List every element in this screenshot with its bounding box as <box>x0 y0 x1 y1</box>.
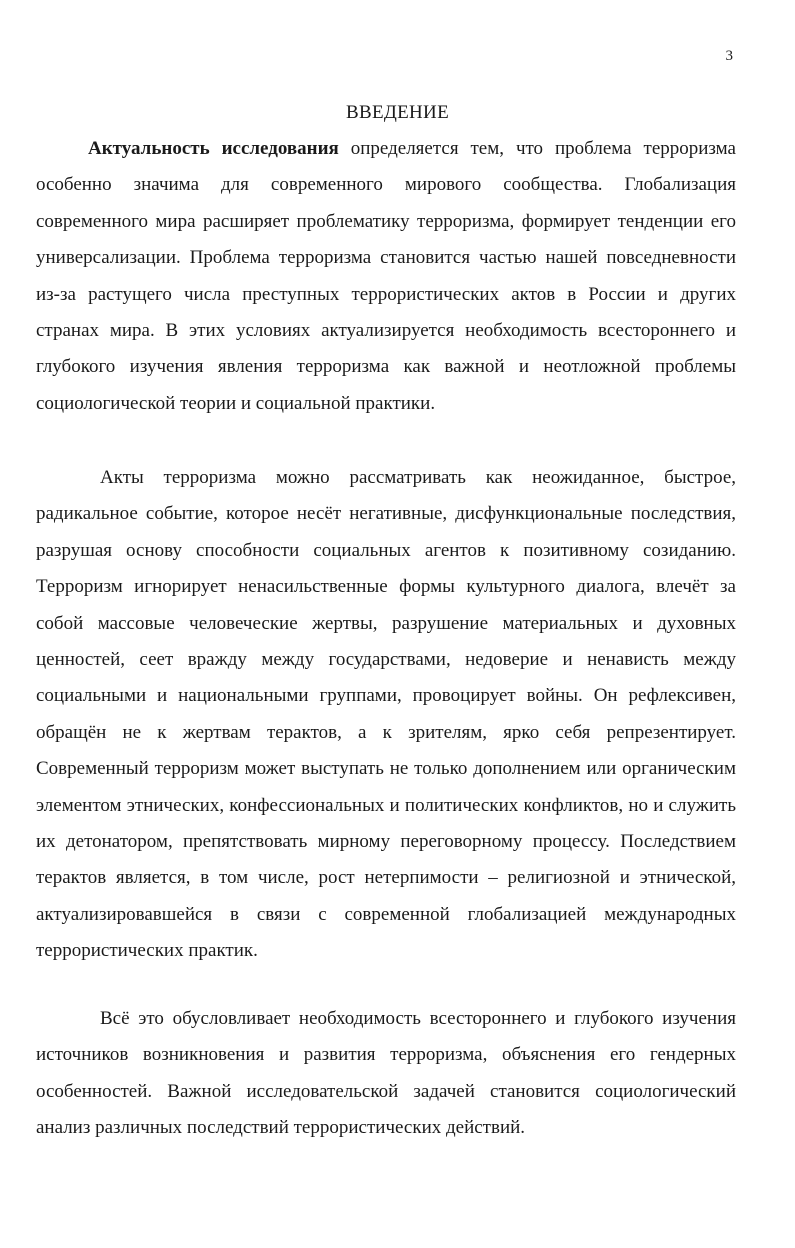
paragraph-necessity <box>36 1001 736 1147</box>
paragraph-body: Акты терроризма можно рассматривать как неожиданное, быстрое, радикальное событие, которое несёт негативные, дисфункциональные последствия, разрушая основу способности социальных агентов к позитивному созиданию. Терроризм игнорирует ненасильственные формы культурного диалога, влечёт за собой массовые человеческие жертвы, разрушение материальных и духовных ценностей, сеет вражду между государствами, недоверие и ненависть между социальными и национальными группами, провоцирует войны. Он рефлексивен, обращён не к жертвам терактов, а к зрителям, ярко себя репрезентирует. Современный терроризм может выступать не только дополнением или органическим элементом этнических, конфессиональных и политических конфликтов, но и служить их детонатором, препятствовать мирному переговорному процессу. Последствием терактов является, в том числе, рост нетерпимости – религиозной и этнической, актуализировавшейся в связи с современной глобализацией международных террористических практик. <box>36 467 736 962</box>
paragraph-relevance <box>36 131 736 422</box>
page-title: ВВЕДЕНИЕ <box>346 102 449 123</box>
paragraph-body: Всё это обусловливает необходимость всестороннего и глубокого изучения источников возникновения и развития терроризма, объяснения его гендерных особенностей. Важной исследовательской задачей становится социологический анализ различных последствий террористических действий. <box>36 1008 736 1139</box>
paragraph-lead-bold: Актуальность исследования <box>88 138 339 159</box>
paragraph-body: определяется тем, что проблема терроризма особенно значима для современного мирового сообщества. Глобализация современного мира расширяет проблематику терроризма, формирует тенденции его универсализации. Проблема терроризма становится частью нашей повседневности из-за растущего числа преступных террористических актов в России и других странах мира. В этих условиях актуализируется необходимость всестороннего и глубокого изучения явления терроризма как важной и неотложной проблемы социологической теории и социальной практики. <box>36 138 736 414</box>
page-number: 3 <box>725 48 733 64</box>
paragraph-terror-acts <box>36 460 736 970</box>
